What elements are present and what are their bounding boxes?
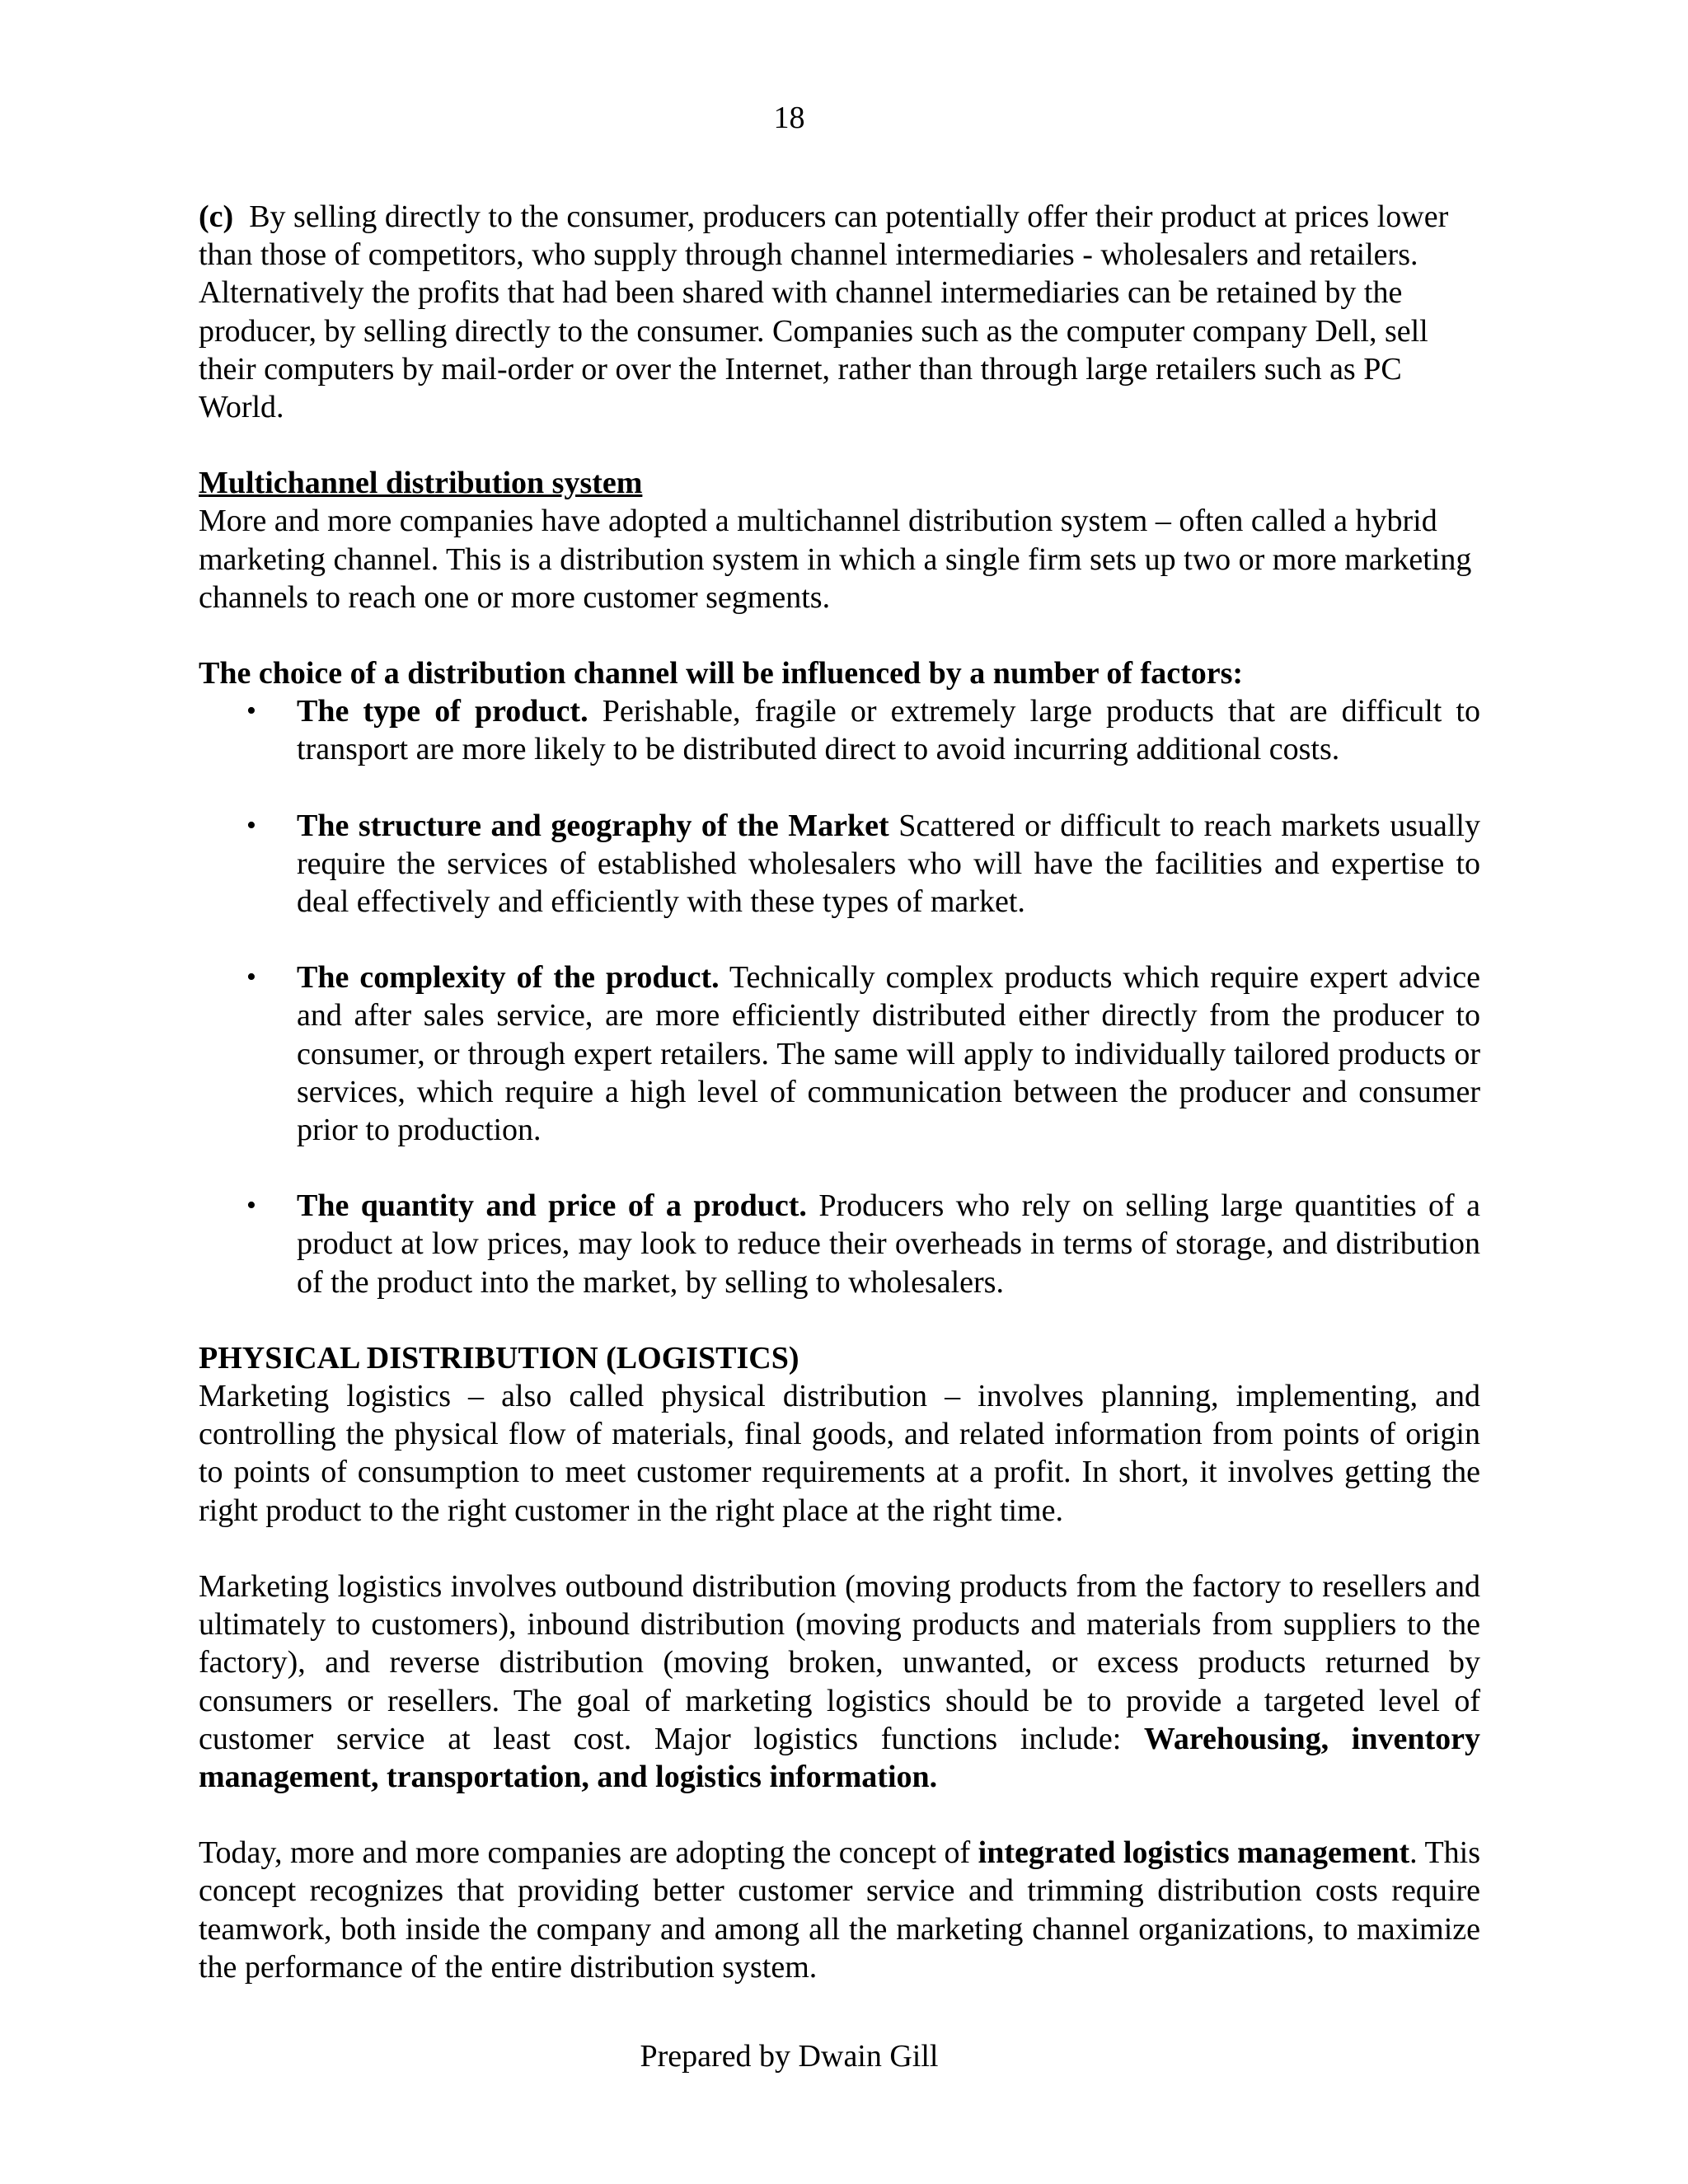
factors-heading: The choice of a distribution channel will be influenced by a number of factors: [199, 656, 1244, 691]
integrated-logistics-term: integrated logistics management [978, 1835, 1410, 1871]
multichannel-paragraph: More and more companies have adopted a multichannel distribution system – often called a hybrid marketing channel. This is a distribution system in which a single firm sets up two or more marketing channels to reach one or more customer segments. [199, 504, 1472, 615]
page-footer: Prepared by Dwain Gill [640, 2039, 939, 2074]
bullet-icon: • [246, 962, 256, 993]
bullet-icon: • [246, 809, 256, 841]
logistics-paragraph-1: Marketing logistics – also called physical distribution – involves planning, implementing, and controlling the physical flow of materials, final goods, and related information from points of origin to points of consumption to meet customer requirements at a profit. In short, it involves getting the right product to the right customer in the right place at the right time. [199, 1379, 1480, 1528]
factor-text: Perishable, fragile or extremely large products that are difficult to transport are more likely to be distributed direct to avoid incurring additional costs. [297, 694, 1480, 767]
factor-title: The type of product. [297, 694, 588, 729]
multichannel-heading: Multichannel distribution system [199, 466, 643, 501]
factors-list [199, 692, 1480, 1301]
bullet-icon: • [246, 1190, 256, 1221]
factor-title: The complexity of the product. [297, 960, 720, 996]
factor-item [199, 692, 1480, 768]
spacer [199, 1301, 1480, 1339]
spacer [199, 1796, 1480, 1834]
logistics-paragraph-3-rest: . This concept recognizes that providing better customer service and trimming distribution costs require teamwork, both inside the company and among all the marketing channel organizations, to maximize the performance of the entire distribution system. [199, 1835, 1481, 1985]
factor-text: Scattered or difficult to reach markets usually require the services of established wholesalers who will have the facilities and expertise to deal effectively and efficiently with these types of market. [297, 808, 1480, 920]
logistics-paragraph-2-text: Marketing logistics involves outbound distribution (moving products from the factory to resellers and ultimately to customers), inbound distribution (moving products and materials from suppliers to the factory), and reverse distribution (moving broken, unwanted, or excess products returned by consumers or resellers. The goal of marketing logistics should be to provide a targeted level of customer service at least cost. Major logistics functions include: [199, 1568, 1480, 1756]
page-content [199, 198, 1480, 1986]
logistics-paragraph-3 [199, 1834, 1480, 1986]
paragraph-c [199, 198, 1480, 426]
factor-item [199, 1187, 1480, 1301]
factor-text: Producers who rely on selling large quantities of a product at low prices, may look to reduce their overheads in terms of storage, and distribution of the product into the market, by selling to wholesalers. [297, 1188, 1480, 1300]
bullet-icon: • [246, 696, 256, 727]
logistics-paragraph-3-lead: Today, more and more companies are adopting the concept of [199, 1835, 978, 1871]
spacer [199, 426, 1480, 464]
spacer [199, 1530, 1480, 1568]
logistics-functions: Warehousing, inventory management, transportation, and logistics information. [199, 1721, 1480, 1794]
factor-item [199, 958, 1480, 1149]
factor-title: The quantity and price of a product. [297, 1188, 807, 1224]
factor-text: Technically complex products which require expert advice and after sales service, are more efficiently distributed either directly from the producer to consumer, or through expert retailers. The same will apply to individually tailored products or services, which require a high level of communication between the producer and consumer prior to production. [297, 960, 1480, 1148]
factor-title: The structure and geography of the Market [297, 808, 889, 843]
factor-item [199, 807, 1480, 921]
spacer [199, 616, 1480, 654]
logistics-heading: PHYSICAL DISTRIBUTION (LOGISTICS) [199, 1340, 799, 1376]
page-number: 18 [773, 101, 805, 135]
paragraph-c-text: By selling directly to the consumer, producers can potentially offer their product at prices lower than those of competitors, who supply through channel intermediaries - wholesalers and retailers. Alternatively the profits that had been shared with channel intermediaries can be retained by the producer, by selling directly to the consumer. Companies such as the computer company Dell, sell their computers by mail-order or over the Internet, rather than through large retailers such as PC World. [199, 199, 1449, 425]
paragraph-c-label: (c) [199, 199, 234, 234]
logistics-paragraph-2 [199, 1568, 1480, 1796]
